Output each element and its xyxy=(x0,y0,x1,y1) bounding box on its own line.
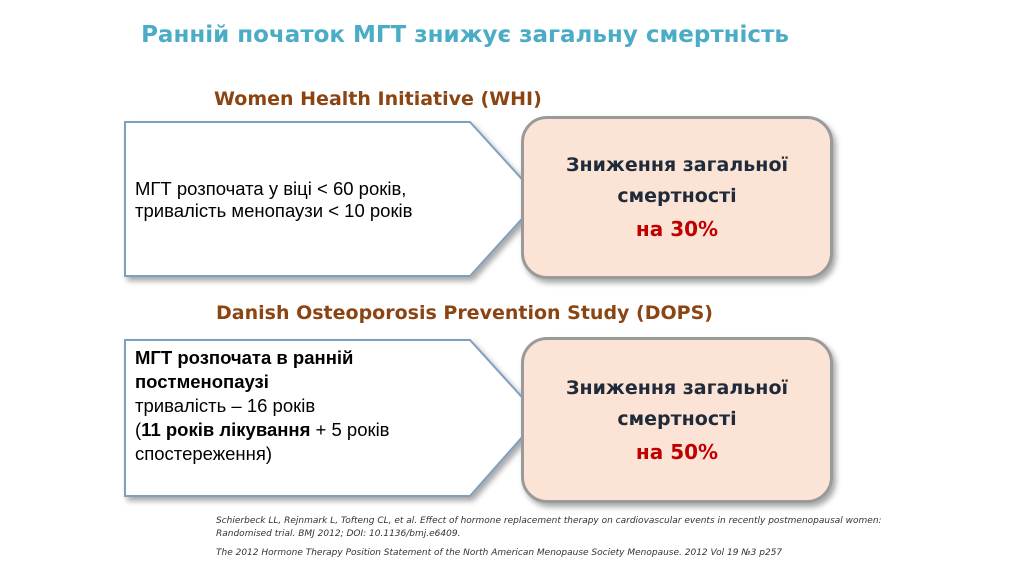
dops-condition-line3: тривалість – 16 років xyxy=(135,395,316,416)
dops-result-line1: Зниження загальної xyxy=(565,376,789,399)
whi-result-line1: Зниження загальної xyxy=(565,154,789,176)
whi-result-box xyxy=(521,116,833,279)
dops-condition-line1: МГТ розпочата в ранній xyxy=(135,347,354,368)
reference-1: Schierbeck LL, Rejnmark L, Tofteng CL, et al. Effect of hormone replacement therapy on cardiovascular events in recently postmenopausal women: Randomised trial. BMJ 2012; DOI: 10.1136/bmj.e6409. xyxy=(216,516,882,539)
page-title: Ранній початок МГТ знижує загальну смертність xyxy=(141,22,789,48)
whi-condition-text xyxy=(135,178,495,222)
dops-study-heading: Danish Osteoporosis Prevention Study (DOPS) xyxy=(216,302,713,324)
whi-condition-line1: МГТ розпочата у віці < 60 років, xyxy=(135,178,407,199)
dops-condition-line5: спостереження) xyxy=(135,443,273,464)
whi-result-percent: на 30% xyxy=(635,217,719,241)
reference-2: The 2012 Hormone Therapy Position Statement of the North American Menopause Society Menopause. 2012 Vol 19 №3 p257 xyxy=(216,548,783,558)
dops-result-box xyxy=(521,337,833,503)
dops-result-percent: на 50% xyxy=(635,439,719,464)
dops-condition-line4-rest: + 5 років xyxy=(310,419,390,440)
whi-study-heading: Women Health Initiative (WHI) xyxy=(214,88,542,110)
dops-condition-line4 xyxy=(135,418,455,442)
dops-condition-line4-open: ( xyxy=(135,419,142,440)
dops-condition-line4-bold: 11 років лікування xyxy=(141,419,311,440)
dops-condition-text xyxy=(135,346,455,466)
whi-condition-line2: тривалість менопаузи < 10 років xyxy=(135,200,413,221)
dops-result-line2: смертності xyxy=(617,407,737,430)
dops-condition-line2: постменопаузі xyxy=(135,371,269,392)
whi-result-line2: смертності xyxy=(617,185,737,207)
